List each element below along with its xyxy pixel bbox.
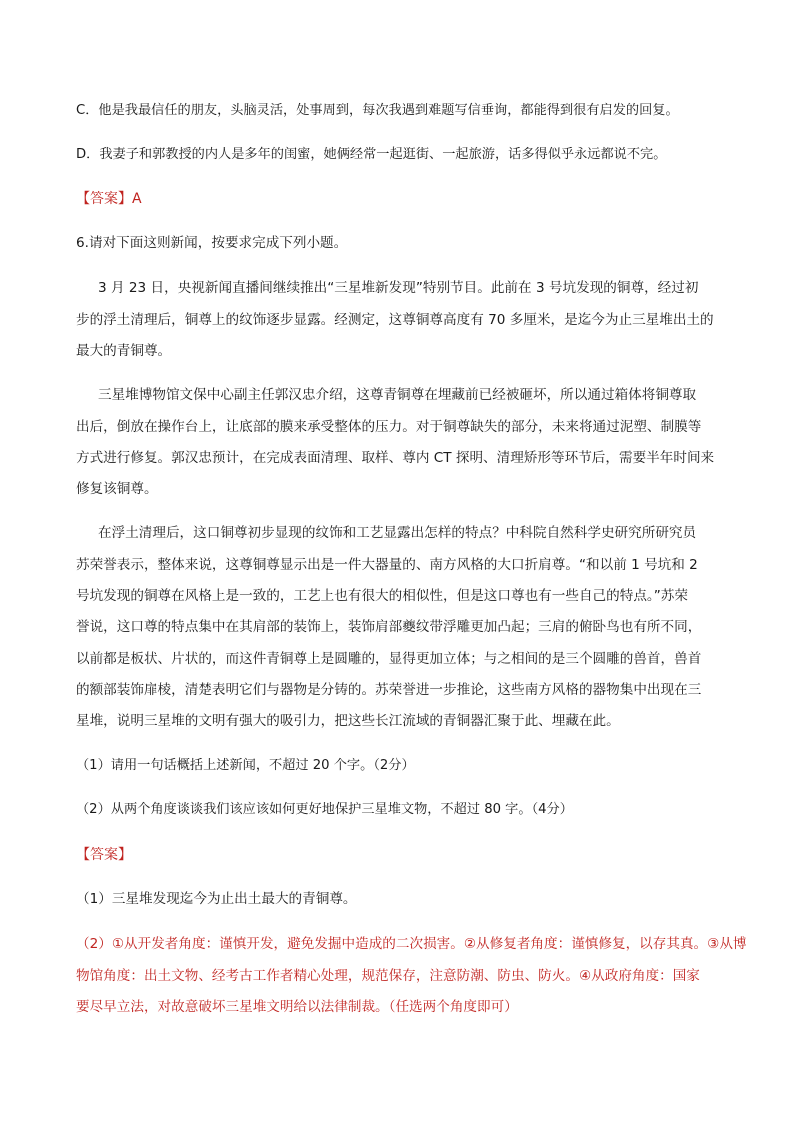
news-para3-line6: 的额部装饰扉棱，清楚表明它们与器物是分铸的。苏荣誉进一步推论，这些南方风格的器物集中出现在三 [76, 682, 702, 698]
option-d: D．我妻子和郭教授的内人是多年的闺蜜，她俩经常一起逛街、一起旅游，话多得似乎永远都说不完。 [76, 147, 667, 162]
news-para3-line4: 誉说，这口尊的特点集中在其肩部的装饰上，装饰肩部夔纹带浮雕更加凸起；三肩的俯卧鸟也有所不同， [76, 619, 702, 635]
answer-1: （1）三星堆发现迄今为止出土最大的青铜尊。 [76, 891, 357, 907]
news-para2-line4: 修复该铜尊。 [76, 481, 158, 497]
news-para1-line3: 最大的青铜尊。 [76, 343, 172, 359]
question-6-stem: 6.请对下面这则新闻，按要求完成下列小题。 [76, 235, 348, 251]
news-para1-line1: 3 月 23 日，央视新闻直播间继续推出“三星堆新发现”特别节目。此前在 3 号坑发现的铜尊，经过初 [98, 280, 699, 296]
option-c: C．他是我最信任的朋友，头脑灵活，处事周到，每次我遇到难题写信垂询，都能得到很有启发的回复。 [76, 103, 679, 118]
answer-previous [76, 189, 142, 209]
news-para1-line2: 步的浮土清理后，铜尊上的纹饰逐步显露。经测定，这尊铜尊高度有 70 多厘米，是迄今为止三星堆出土的 [76, 312, 714, 328]
answer-2-line3: 要尽早立法，对故意破坏三星堆文明给以法律制裁。（任选两个角度即可） [76, 999, 518, 1015]
news-para3-line7: 星堆，说明三星堆的文明有强大的吸引力，把这些长江流域的青铜器汇聚于此、埋藏在此。 [76, 713, 620, 729]
news-para3-line1: 在浮土清理后，这口铜尊初步显现的纹饰和工艺显露出怎样的特点？中科院自然科学史研究所研究员 [98, 525, 697, 541]
sub-question-2: （2）从两个角度谈谈我们该应该如何更好地保护三星堆文物，不超过 80 字。（4分） [76, 802, 573, 817]
answer-tag-q6: 【答案】 [76, 847, 132, 863]
news-para2-line1: 三星堆博物馆文保中心副主任郭汉忠介绍，这尊青铜尊在埋藏前已经被砸坏，所以通过箱体将铜尊取 [98, 387, 697, 403]
answer-tag: 【答案】 [76, 191, 132, 207]
sub-question-1: （1）请用一句话概括上述新闻，不超过 20 个字。（2分） [76, 758, 415, 773]
news-para3-line2: 苏荣誉表示，整体来说，这尊铜尊显示出是一件大器量的、南方风格的大口折肩尊。“和以前 1 号坑和 2 [76, 557, 698, 573]
news-para3-line5: 以前都是板状、片状的，而这件青铜尊上是圆雕的，显得更加立体；与之相间的是三个圆雕的兽首，兽首 [76, 651, 702, 667]
news-para3-line3: 号坑发现的铜尊在风格上是一致的，工艺上也有很大的相似性，但是这口尊也有一些自己的特点。”苏荣 [76, 588, 688, 604]
answer-value: A [132, 191, 142, 207]
answer-2-line2: 物馆角度：出土文物、经考古工作者精心处理，规范保存，注意防潮、防虫、防火。④从政府角度：国家 [76, 968, 700, 984]
news-para2-line3: 方式进行修复。郭汉忠预计，在完成表面清理、取样、尊内 CT 探明、清理矫形等环节后，需要半年时间来 [76, 450, 715, 466]
answer-2-line1: （2）①从开发者角度：谨慎开发，避免发掘中造成的二次损害。②从修复者角度：谨慎修复，以存其真。③从博 [76, 936, 747, 952]
news-para2-line2: 出后，倒放在操作台上，让底部的膜来承受整体的压力。对于铜尊缺失的部分，未来将通过泥塑、制膜等 [76, 419, 702, 435]
